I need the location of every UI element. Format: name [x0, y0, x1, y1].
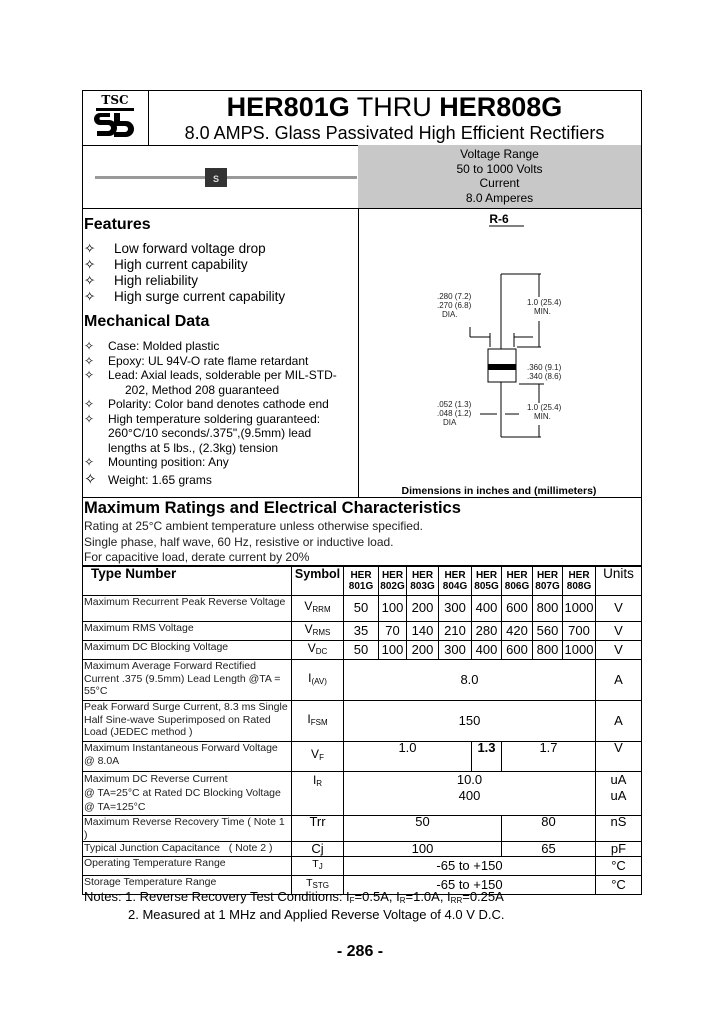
part-suffix: 802G: [380, 580, 405, 592]
value-cell: 35: [344, 622, 379, 641]
feature-text: Low forward voltage drop: [114, 241, 266, 256]
feature-item: [84, 273, 354, 289]
title-part1: HER801G: [226, 92, 350, 122]
unit-cell: A: [596, 701, 642, 742]
feature-item: [84, 241, 354, 257]
value-cell: 150: [344, 701, 596, 742]
value-cell: 300: [439, 596, 472, 622]
value-cell: 1.7: [502, 742, 596, 772]
logo-mark-icon: [92, 107, 138, 141]
symbol: I: [308, 670, 312, 685]
symbol-cell: [292, 701, 344, 742]
symbol-header: Symbol: [292, 566, 344, 596]
symbol-sub: STG: [312, 881, 329, 891]
table-row: [83, 622, 642, 641]
note-sub: R: [399, 896, 406, 905]
unit: uA: [610, 788, 627, 803]
type-number-header: Type Number: [83, 566, 292, 596]
value-cell: 8.0: [344, 660, 596, 701]
symbol-cell: [292, 641, 344, 660]
symbol-cell: [292, 772, 344, 816]
diamond-bullet-icon: ✧: [84, 273, 96, 288]
param-label: Maximum RMS Voltage: [83, 622, 292, 641]
symbol-sub: FSM: [310, 717, 328, 727]
diamond-bullet-icon: ✧: [84, 397, 95, 411]
symbol-sub: J: [318, 862, 323, 872]
symbol-sub: F: [319, 753, 324, 763]
part-prefix: HER: [381, 569, 404, 581]
symbol: T: [306, 877, 313, 890]
mech-text: High temperature soldering guaranteed:: [108, 411, 321, 426]
dim-lead-dia: .052 (1.3): [437, 400, 472, 409]
ratings-heading: Maximum Ratings and Electrical Characteristics: [84, 499, 461, 517]
current-label: Current: [479, 176, 520, 190]
part-suffix: 808G: [566, 580, 592, 592]
value-cell: 400: [472, 641, 502, 660]
package-name: R-6: [489, 212, 509, 226]
dim-body-dia: .270 (6.8): [437, 301, 472, 310]
ratings-table: [82, 565, 642, 895]
value-cell: 1.3: [472, 742, 502, 772]
symbol: I: [307, 711, 311, 726]
value-cell: 400: [472, 596, 502, 622]
param-label: Operating Temperature Range: [83, 857, 292, 876]
unit-cell: °C: [596, 876, 642, 895]
diamond-bullet-icon: ✧: [84, 368, 95, 382]
diamond-bullet-icon: ✧: [84, 339, 95, 353]
mech-text: Epoxy: UL 94V-O rate flame retardant: [108, 353, 309, 368]
voltage-current-range: [358, 145, 641, 208]
symbol-cell: Cj: [292, 842, 344, 857]
part-header: [379, 566, 407, 596]
part-suffix: 805G: [474, 580, 499, 592]
param-label: [83, 772, 292, 816]
mech-item-cont: 202, Method 208 guaranteed: [125, 382, 280, 397]
table-header-row: [83, 566, 642, 596]
table-row: [83, 816, 642, 842]
mech-item: [84, 470, 354, 488]
part-prefix: HER: [536, 569, 559, 581]
dim-lead-length: 1.0 (25.4): [527, 403, 562, 412]
symbol-cell: Trr: [292, 816, 344, 842]
dim-body-dia: DIA.: [442, 310, 458, 319]
part-header: [563, 566, 596, 596]
value-cell: 50: [344, 641, 379, 660]
value-cell: 80: [502, 816, 596, 842]
symbol: T: [312, 858, 319, 871]
table-row: [83, 857, 642, 876]
mech-text: Lead: Axial leads, solderable per MIL-STD-: [108, 368, 337, 382]
note-sub: RR: [450, 896, 463, 905]
diamond-bullet-icon: ✧: [84, 289, 96, 304]
value-cell: 1000: [563, 596, 596, 622]
voltage-range-value: 50 to 1000 Volts: [456, 161, 543, 176]
features-heading: Features: [84, 216, 151, 233]
part-prefix: HER: [411, 569, 434, 581]
unit-cell: V: [596, 622, 642, 641]
diamond-bullet-icon: ✧: [84, 411, 95, 426]
ratings-note: Rating at 25°C ambient temperature unless otherwise specified.: [84, 519, 423, 533]
mechanical-heading: Mechanical Data: [84, 313, 210, 330]
subtitle: 8.0 AMPS. Glass Passivated High Efficient Rectifiers: [184, 123, 605, 143]
symbol: I: [312, 773, 317, 787]
mech-item: [84, 339, 354, 354]
param-label: Maximum Recurrent Peak Reverse Voltage: [83, 596, 292, 622]
param-line: @ TA=25°C at Rated DC Blocking Voltage: [84, 787, 281, 799]
symbol-cell: [292, 660, 344, 701]
symbol-cell: [292, 596, 344, 622]
feature-item: [84, 289, 354, 305]
dim-lead-length: 1.0 (25.4): [527, 298, 562, 307]
part-suffix: 801G: [348, 580, 374, 592]
mech-item-cont: 260°C/10 seconds/.375",(9.5mm) lead: [108, 426, 312, 440]
part-prefix: HER: [506, 569, 528, 581]
symbol-cell: [292, 622, 344, 641]
part-suffix: 806G: [504, 580, 530, 592]
unit-cell: A: [596, 660, 642, 701]
dim-body-length: .340 (8.6): [527, 372, 562, 381]
value-cell: 100: [379, 641, 407, 660]
diamond-bullet-icon: ✧: [84, 241, 96, 256]
param-label: Maximum Reverse Recovery Time ( Note 1 ): [83, 816, 292, 842]
part-header: [502, 566, 533, 596]
value-cell: 210: [439, 622, 472, 641]
page-number: - 286 -: [336, 943, 384, 960]
param-label: Maximum Instantaneous Forward Voltage @ 8.0A: [83, 742, 292, 772]
part-prefix: HER: [350, 569, 372, 581]
unit-cell: V: [596, 742, 642, 772]
symbol: V: [311, 747, 320, 762]
title-thru: THRU: [349, 92, 440, 122]
diamond-bullet-icon: ✧: [84, 470, 97, 488]
param-label: Peak Forward Surge Current, 8.3 ms Single Half Sine-wave Superimposed on Rated Load (JEDEC method ): [83, 701, 292, 742]
mech-item: [84, 455, 354, 470]
note-1: [84, 890, 505, 908]
svg-text:S: S: [212, 174, 220, 184]
diode-image: [95, 166, 357, 190]
value-cell: 1.0: [344, 742, 472, 772]
part-suffix: 803G: [410, 580, 435, 592]
value-cell: 700: [563, 622, 596, 641]
package-diagram: [359, 209, 641, 498]
value: 400: [458, 788, 481, 803]
table-row: [83, 742, 642, 772]
unit-cell: nS: [596, 816, 642, 842]
mech-text: Case: Molded plastic: [108, 339, 220, 353]
ratings-note: For capacitive load, derate current by 20%: [84, 550, 310, 564]
value-cell: 560: [533, 622, 563, 641]
tsc-logo: [92, 94, 138, 142]
page-title: [148, 92, 641, 122]
symbol-sub: RMS: [312, 627, 331, 637]
note-text: =0.25A: [462, 889, 504, 904]
symbol-sub: R: [316, 779, 323, 788]
value-cell: 280: [472, 622, 502, 641]
units-header: Units: [596, 566, 642, 596]
dim-body-dia: .280 (7.2): [437, 292, 472, 301]
value-cell: 140: [407, 622, 439, 641]
notes: [84, 890, 505, 922]
symbol-cell: [292, 857, 344, 876]
part-prefix: HER: [475, 569, 498, 581]
value-cell: 100: [344, 842, 502, 857]
table-row: [83, 660, 642, 701]
param-label: Maximum Average Forward Rectified Current .375 (9.5mm) Lead Length @TA = 55°C: [83, 660, 292, 701]
unit-cell: V: [596, 641, 642, 660]
unit-cell: pF: [596, 842, 642, 857]
value-cell: [344, 772, 596, 816]
unit: uA: [610, 772, 627, 787]
dim-lead-length: MIN.: [534, 307, 551, 316]
note-text: =0.5A, I: [354, 889, 400, 904]
mech-text: Mounting position: Any: [108, 455, 229, 469]
voltage-range-label: Voltage Range: [460, 147, 539, 161]
part-header: [344, 566, 379, 596]
value-cell: 100: [379, 596, 407, 622]
value-cell: 50: [344, 596, 379, 622]
param-label: Typical Junction Capacitance ( Note 2 ): [83, 842, 292, 857]
symbol-sub: RRM: [312, 605, 331, 615]
value-cell: 300: [439, 641, 472, 660]
symbol-sub: DC: [315, 646, 328, 656]
table-row: [83, 842, 642, 857]
part-header: [472, 566, 502, 596]
dimensions-caption: Dimensions in inches and (millimeters): [401, 485, 597, 497]
feature-text: High reliability: [114, 273, 199, 288]
mech-text: Weight: 1.65 grams: [108, 472, 212, 487]
note-text: Notes: 1. Reverse Recovery Test Conditions: I: [84, 889, 350, 904]
note-text: =1.0A, I: [405, 889, 451, 904]
features-section: [84, 216, 354, 487]
value-cell: 800: [533, 641, 563, 660]
symbol: V: [307, 640, 316, 655]
value-cell: 1000: [563, 641, 596, 660]
value-cell: 65: [502, 842, 596, 857]
mech-text: Polarity: Color band denotes cathode end: [108, 397, 329, 411]
param-label: Maximum DC Blocking Voltage: [83, 641, 292, 660]
feature-text: High current capability: [114, 257, 248, 272]
value-cell: 800: [533, 596, 563, 622]
table-row: [83, 772, 642, 816]
value: 10.0: [456, 772, 483, 787]
dim-lead-length: MIN.: [534, 412, 551, 421]
symbol-sub: (AV): [311, 676, 327, 686]
mech-item: [84, 354, 354, 369]
table-row: [83, 596, 642, 622]
table-row: [83, 701, 642, 742]
diamond-bullet-icon: ✧: [84, 455, 95, 469]
unit-cell: °C: [596, 857, 642, 876]
value-cell: 70: [379, 622, 407, 641]
mech-item: [84, 368, 354, 383]
value-cell: 600: [502, 641, 533, 660]
part-header: [407, 566, 439, 596]
symbol: V: [304, 599, 313, 614]
diamond-bullet-icon: ✧: [84, 257, 96, 272]
ratings-note: Single phase, half wave, 60 Hz, resistive or inductive load.: [84, 535, 394, 549]
value-cell: 600: [502, 596, 533, 622]
note-2: 2. Measured at 1 MHz and Applied Reverse Voltage of 4.0 V D.C.: [128, 907, 505, 922]
note-sub: F: [349, 896, 355, 905]
title-part2: HER808G: [439, 92, 563, 122]
part-prefix: HER: [444, 569, 466, 581]
dim-lead-dia: .048 (1.2): [437, 409, 472, 418]
unit-cell: V: [596, 596, 642, 622]
symbol-cell: [292, 742, 344, 772]
value-cell: 200: [407, 641, 439, 660]
feature-text: High surge current capability: [114, 289, 286, 304]
part-prefix: HER: [568, 569, 590, 581]
logo-text: TSC: [101, 93, 129, 107]
unit-cell: [596, 772, 642, 816]
dim-lead-dia: DIA: [443, 418, 457, 427]
symbol: V: [304, 621, 313, 636]
mech-item-cont: lengths at 5 lbs., (2.3kg) tension: [108, 440, 279, 455]
value-cell: 50: [344, 816, 502, 842]
value-cell: 200: [407, 596, 439, 622]
param-line: @ TA=125°C: [84, 801, 146, 813]
param-line: Maximum DC Reverse Current: [84, 773, 228, 785]
part-suffix: 807G: [535, 580, 560, 592]
value-cell: -65 to +150: [344, 876, 596, 895]
feature-item: [84, 257, 354, 273]
param-label: Storage Temperature Range: [83, 876, 292, 895]
value-cell: 420: [502, 622, 533, 641]
value-cell: -65 to +150: [344, 857, 596, 876]
dim-body-length: .360 (9.1): [527, 363, 562, 372]
diamond-bullet-icon: ✧: [84, 353, 95, 368]
mech-item: [84, 412, 354, 427]
part-header: [533, 566, 563, 596]
part-suffix: 804G: [442, 580, 468, 592]
mech-item: [84, 397, 354, 412]
current-value: 8.0 Amperes: [465, 190, 534, 205]
part-header: [439, 566, 472, 596]
table-row: [83, 641, 642, 660]
ratings-section: [84, 499, 639, 565]
